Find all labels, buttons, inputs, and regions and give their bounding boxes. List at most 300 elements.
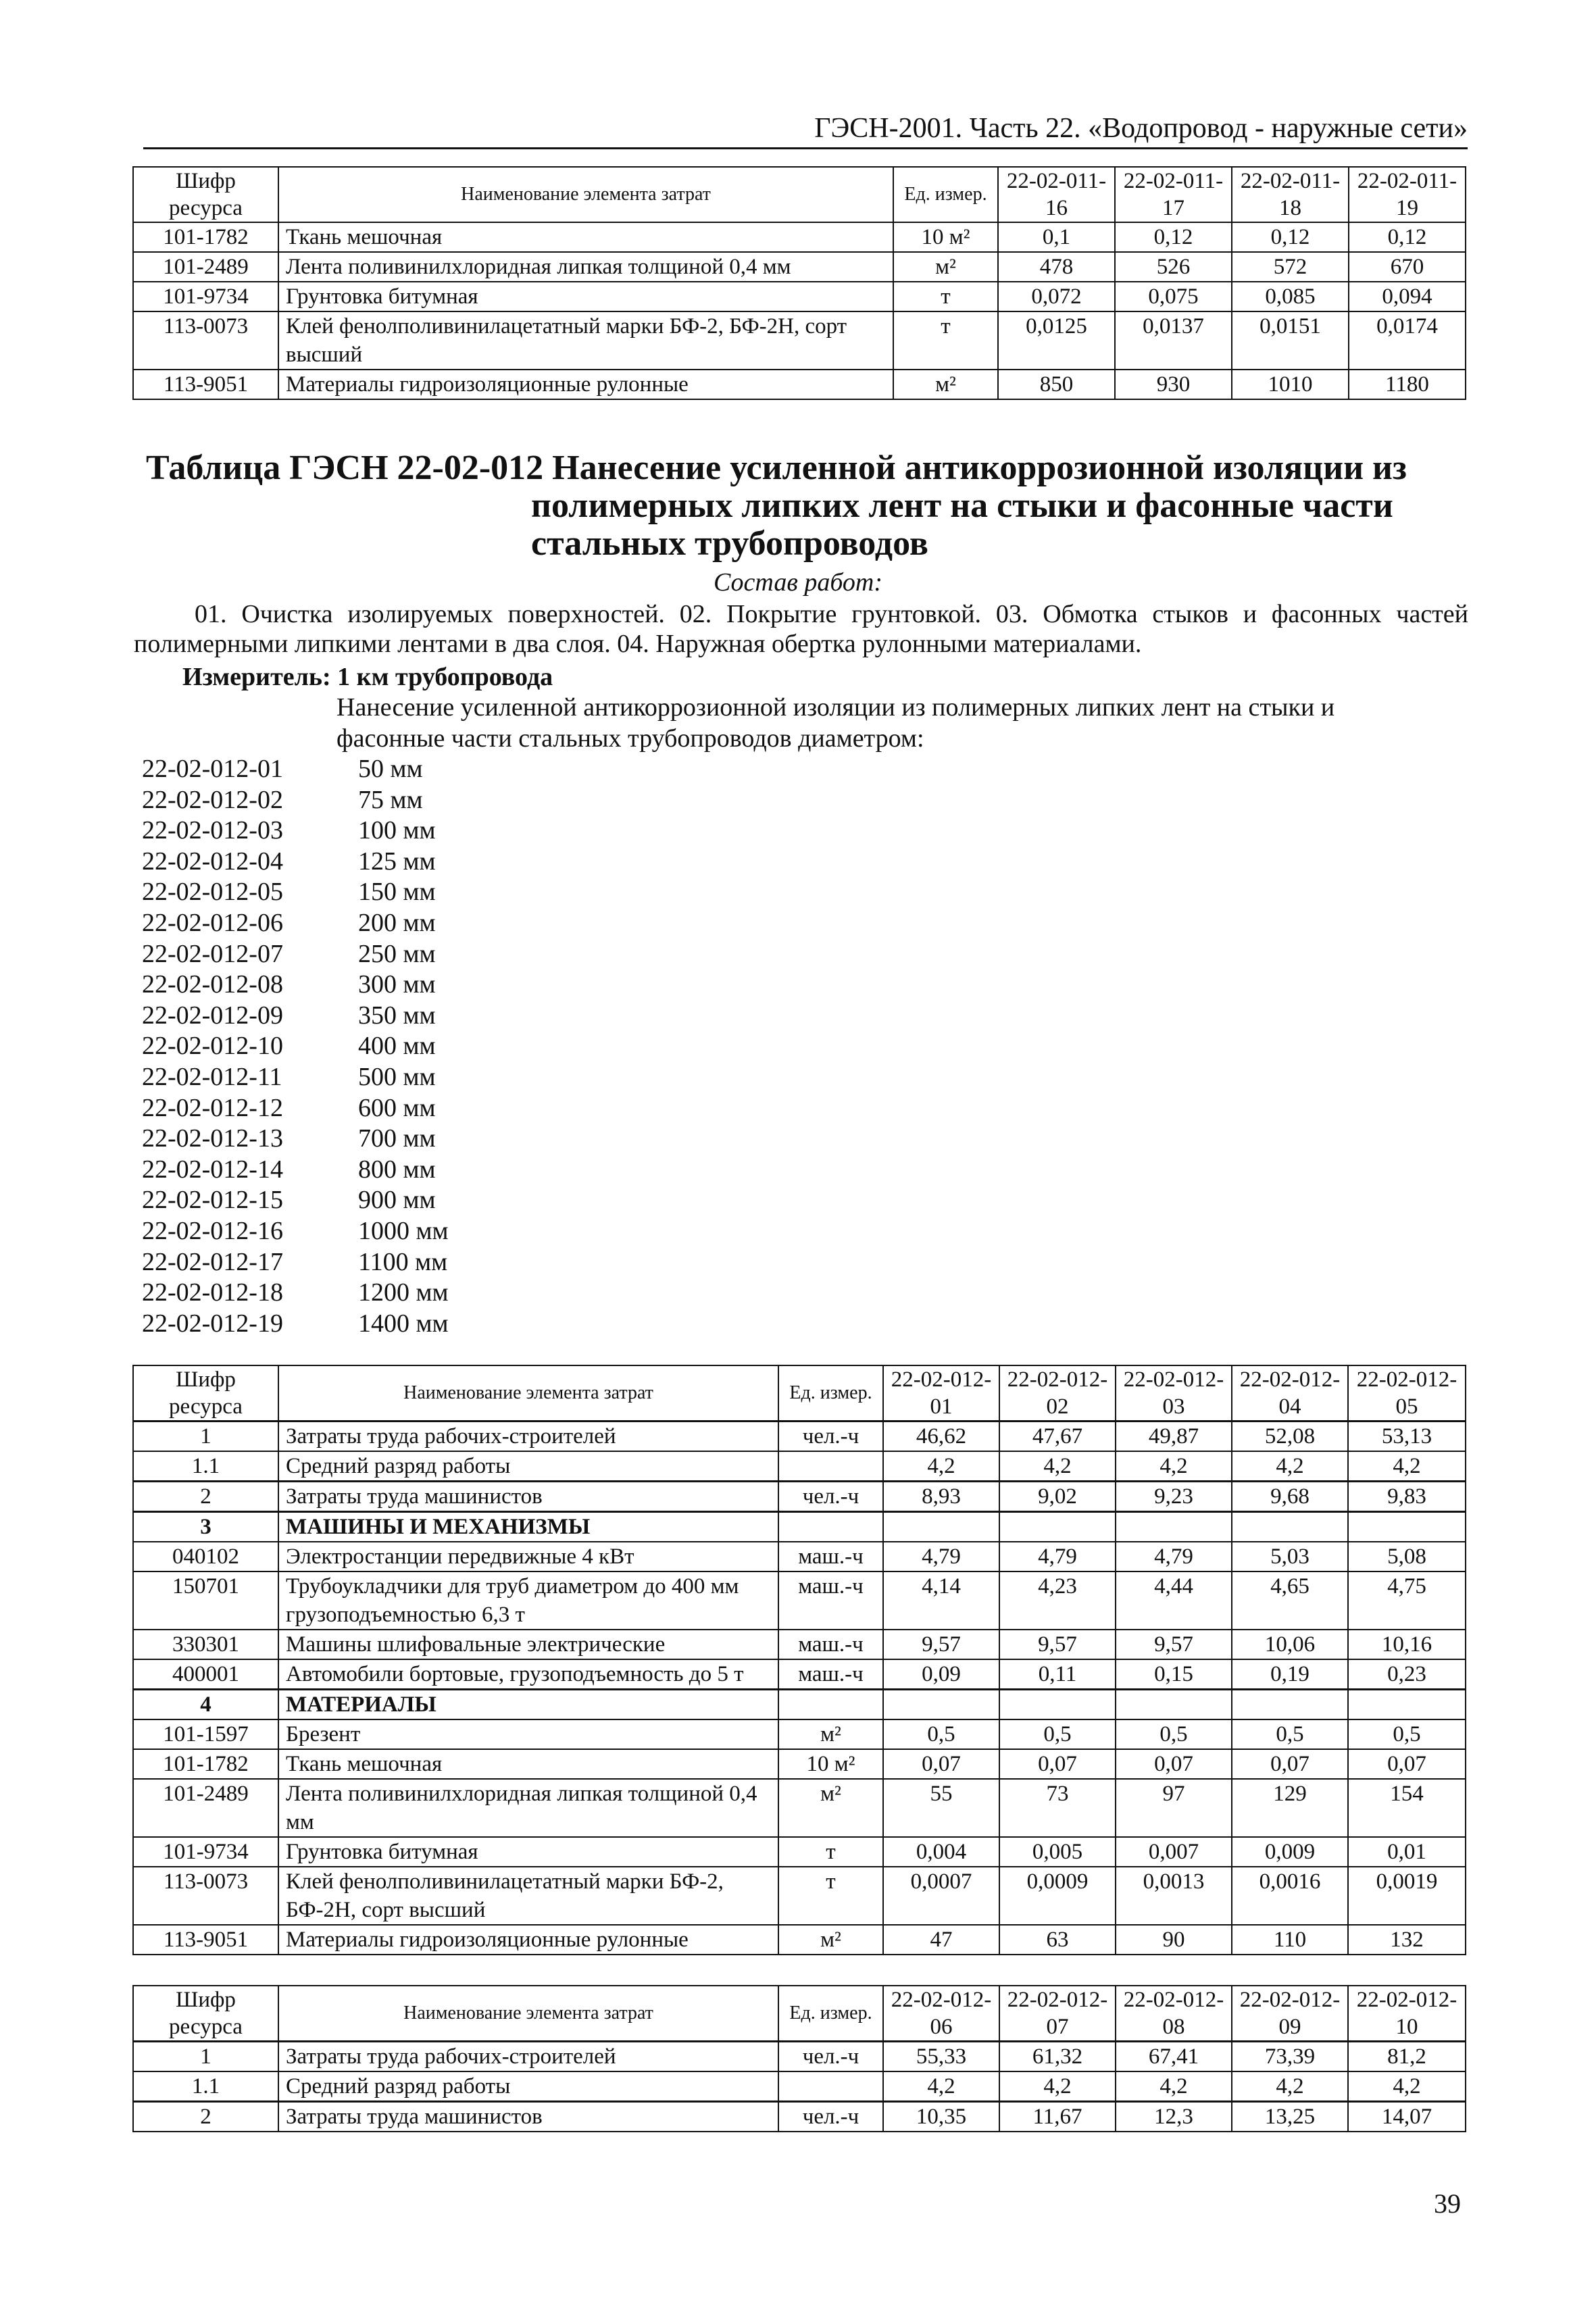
- cell-value: 0,0009: [999, 1867, 1116, 1925]
- cell-value: 4,79: [883, 1542, 999, 1571]
- cell-value: 0,09: [883, 1659, 999, 1690]
- cell-unit: [778, 2071, 883, 2102]
- cell-code: 040102: [133, 1542, 278, 1571]
- cell-name: Электростанции передвижные 4 кВт: [278, 1542, 778, 1571]
- cell-value: [1232, 1512, 1348, 1542]
- diameter-item: [142, 847, 449, 878]
- cell-value: 9,57: [883, 1630, 999, 1659]
- diameter-code: 22-02-012-10: [142, 1032, 283, 1061]
- cell-value: 4,2: [1232, 2071, 1348, 2102]
- cell-name: Ткань мешочная: [278, 222, 893, 252]
- header-unit: Ед. измер.: [893, 167, 998, 222]
- cell-code: 330301: [133, 1630, 278, 1659]
- cell-unit: маш.-ч: [778, 1571, 883, 1630]
- cell-value: 0,12: [1349, 222, 1466, 252]
- resource-table-012-a: [132, 1365, 1466, 1955]
- cell-name: Затраты труда машинистов: [278, 2102, 778, 2132]
- cell-value: 4,79: [1116, 1542, 1232, 1571]
- cell-value: 110: [1232, 1925, 1348, 1955]
- cell-unit: 10 м²: [893, 222, 998, 252]
- cell-value: 5,08: [1348, 1542, 1466, 1571]
- cell-code: 113-9051: [133, 370, 278, 399]
- header-row: [133, 1986, 1466, 2042]
- cell-value: 61,32: [999, 2042, 1116, 2072]
- cell-code: 101-9734: [133, 1837, 278, 1867]
- cell-value: 0,07: [1348, 1749, 1466, 1779]
- cell-code: 2: [133, 1482, 278, 1512]
- table-row: [133, 311, 1466, 370]
- cell-value: 4,14: [883, 1571, 999, 1630]
- table-row: [133, 1422, 1466, 1452]
- cell-value: 52,08: [1232, 1422, 1348, 1452]
- table-row: [133, 370, 1466, 399]
- cell-value: 478: [998, 252, 1115, 282]
- cell-value: [1116, 1690, 1232, 1720]
- cell-value: 0,009: [1232, 1837, 1348, 1867]
- cell-name: Средний разряд работы: [278, 1451, 778, 1482]
- cell-unit: [778, 1690, 883, 1720]
- cell-value: [883, 1512, 999, 1542]
- cell-value: 12,3: [1116, 2102, 1232, 2132]
- cell-value: 1010: [1232, 370, 1349, 399]
- cell-name: Затраты труда машинистов: [278, 1482, 778, 1512]
- table-row: [133, 1719, 1466, 1749]
- table-row: [133, 2071, 1466, 2102]
- cell-value: 0,5: [999, 1719, 1116, 1749]
- cell-name: Затраты труда рабочих-строителей: [278, 2042, 778, 2072]
- cell-value: 11,67: [999, 2102, 1116, 2132]
- header-code: Шифр ресурса: [133, 1365, 278, 1422]
- cell-name: Материалы гидроизоляционные рулонные: [278, 1925, 778, 1955]
- cell-value: 4,2: [1116, 2071, 1232, 2102]
- title-line-2: полимерных липких лент на стыки и фасонные части: [531, 486, 1393, 525]
- cell-code: 1: [133, 2042, 278, 2072]
- diameter-size: 75 мм: [358, 785, 423, 814]
- header-unit: Ед. измер.: [778, 1986, 883, 2042]
- cell-name: Лента поливинилхлоридная липкая толщиной 0,4 мм: [278, 1779, 778, 1837]
- diameter-size: 200 мм: [358, 908, 436, 937]
- cell-value: 5,03: [1232, 1542, 1348, 1571]
- cell-value: 4,2: [1348, 1451, 1466, 1482]
- cell-value: 4,75: [1348, 1571, 1466, 1630]
- cell-value: 49,87: [1116, 1422, 1232, 1452]
- cell-value: 0,072: [998, 282, 1115, 311]
- table-row: [133, 282, 1466, 311]
- cell-code: 150701: [133, 1571, 278, 1630]
- cell-unit: чел.-ч: [778, 2042, 883, 2072]
- cell-value: 0,12: [1232, 222, 1349, 252]
- diameter-item: [142, 1185, 449, 1216]
- cell-value: 4,2: [883, 2071, 999, 2102]
- cell-value: 47,67: [999, 1422, 1116, 1452]
- cell-name: Ткань мешочная: [278, 1749, 778, 1779]
- diameter-size: 250 мм: [358, 939, 436, 968]
- diameter-size: 1000 мм: [358, 1216, 449, 1245]
- table-row: [133, 1542, 1466, 1571]
- diameter-size: 700 мм: [358, 1124, 436, 1153]
- diameter-size: 800 мм: [358, 1155, 436, 1184]
- diameter-item: [142, 1309, 449, 1340]
- table-row: [133, 1482, 1466, 1512]
- cell-value: 0,07: [1116, 1749, 1232, 1779]
- diameter-size: 350 мм: [358, 1001, 436, 1030]
- cell-value: 0,0125: [998, 311, 1115, 370]
- diameter-code: 22-02-012-01: [142, 755, 283, 783]
- diameter-item: [142, 1062, 449, 1093]
- cell-value: 0,007: [1116, 1837, 1232, 1867]
- resource-table-012-b: [132, 1985, 1466, 2132]
- diameter-code: 22-02-012-03: [142, 816, 283, 845]
- cell-value: 0,19: [1232, 1659, 1348, 1690]
- diameter-code: 22-02-012-05: [142, 878, 283, 907]
- cell-unit: т: [778, 1867, 883, 1925]
- cell-value: 81,2: [1348, 2042, 1466, 2072]
- section-row: [133, 1690, 1466, 1720]
- cell-value: [1232, 1690, 1348, 1720]
- cell-unit: м²: [893, 252, 998, 282]
- cell-name: Лента поливинилхлоридная липкая толщиной 0,4 мм: [278, 252, 893, 282]
- cell-code: 1: [133, 1422, 278, 1452]
- cell-value: 0,0007: [883, 1867, 999, 1925]
- diameter-size: 50 мм: [358, 755, 423, 783]
- diameter-size: 1100 мм: [358, 1247, 448, 1276]
- cell-value: [1348, 1690, 1466, 1720]
- cell-value: 9,68: [1232, 1482, 1348, 1512]
- diameter-size: 150 мм: [358, 878, 436, 907]
- cell-unit: м²: [778, 1925, 883, 1955]
- table-title: [146, 449, 1407, 563]
- cell-code: 101-1782: [133, 222, 278, 252]
- diameter-size: 900 мм: [358, 1186, 436, 1215]
- cell-code: 101-2489: [133, 252, 278, 282]
- diameter-code: 22-02-012-08: [142, 970, 283, 999]
- cell-value: 4,2: [1232, 1451, 1348, 1482]
- header-name: Наименование элемента затрат: [278, 1365, 778, 1422]
- pricing-description: Нанесение усиленной антикоррозионной изоляции из полимерных липких лент на стыки и фасонные части стальных трубопроводов диаметром:: [336, 693, 1335, 753]
- header-column-code: 22-02-011-19: [1349, 167, 1466, 222]
- cell-value: [999, 1690, 1116, 1720]
- diameter-item: [142, 1216, 449, 1247]
- cell-value: 0,01: [1348, 1837, 1466, 1867]
- cell-value: 0,0151: [1232, 311, 1349, 370]
- diameter-item: [142, 1093, 449, 1124]
- diameter-item: [142, 1155, 449, 1186]
- header-column-code: 22-02-012-09: [1232, 1986, 1348, 2042]
- diameter-item: [142, 1001, 449, 1032]
- cell-value: 0,5: [883, 1719, 999, 1749]
- header-column-code: 22-02-012-02: [999, 1365, 1116, 1422]
- cell-value: 73: [999, 1779, 1116, 1837]
- diameter-code: 22-02-012-13: [142, 1124, 283, 1153]
- diameter-item: [142, 1278, 449, 1309]
- work-composition-text: [134, 599, 1468, 659]
- cell-unit: маш.-ч: [778, 1659, 883, 1690]
- diameter-item: [142, 939, 449, 970]
- cell-value: 4,44: [1116, 1571, 1232, 1630]
- table-row: [133, 1779, 1466, 1837]
- title-line-3: стальных трубопроводов: [531, 524, 928, 563]
- cell-unit: 10 м²: [778, 1749, 883, 1779]
- header-column-code: 22-02-012-04: [1232, 1365, 1348, 1422]
- cell-value: 55,33: [883, 2042, 999, 2072]
- table-row: [133, 2042, 1466, 2072]
- diameter-code-list: [142, 754, 449, 1339]
- header-row: [133, 167, 1466, 222]
- diameter-code: 22-02-012-15: [142, 1186, 283, 1215]
- diameter-code: 22-02-012-02: [142, 785, 283, 814]
- cell-unit: м²: [778, 1719, 883, 1749]
- cell-code: 2: [133, 2102, 278, 2132]
- cell-code: 1.1: [133, 1451, 278, 1482]
- diameter-item: [142, 1247, 449, 1278]
- header-column-code: 22-02-011-18: [1232, 167, 1349, 222]
- cell-value: 0,11: [999, 1659, 1116, 1690]
- diameter-item: [142, 785, 449, 816]
- cell-value: 97: [1116, 1779, 1232, 1837]
- diameter-code: 22-02-012-11: [142, 1062, 282, 1091]
- cell-value: 9,83: [1348, 1482, 1466, 1512]
- cell-value: 0,004: [883, 1837, 999, 1867]
- diameter-code: 22-02-012-07: [142, 939, 283, 968]
- cell-name: МАТЕРИАЛЫ: [278, 1690, 778, 1720]
- header-column-code: 22-02-012-07: [999, 1986, 1116, 2042]
- cell-unit: [778, 1451, 883, 1482]
- table-row: [133, 1749, 1466, 1779]
- cell-code: 400001: [133, 1659, 278, 1690]
- cell-name: Клей фенолполивинилацетатный марки БФ-2, БФ-2Н, сорт высший: [278, 1867, 778, 1925]
- cell-name: МАШИНЫ И МЕХАНИЗМЫ: [278, 1512, 778, 1542]
- cell-value: 55: [883, 1779, 999, 1837]
- cell-value: 0,005: [999, 1837, 1116, 1867]
- diameter-code: 22-02-012-14: [142, 1155, 283, 1184]
- measure-unit: Измеритель: 1 км трубопровода: [182, 663, 553, 691]
- cell-value: 46,62: [883, 1422, 999, 1452]
- header-column-code: 22-02-012-08: [1116, 1986, 1232, 2042]
- header-code: Шифр ресурса: [133, 167, 278, 222]
- cell-value: 8,93: [883, 1482, 999, 1512]
- header-column-code: 22-02-012-10: [1348, 1986, 1466, 2042]
- cell-value: 9,23: [1116, 1482, 1232, 1512]
- cell-code: 3: [133, 1512, 278, 1542]
- diameter-item: [142, 1031, 449, 1062]
- diameter-size: 1200 мм: [358, 1278, 449, 1307]
- diameter-code: 22-02-012-18: [142, 1278, 283, 1307]
- cell-code: 113-0073: [133, 1867, 278, 1925]
- header-name: Наименование элемента затрат: [278, 1986, 778, 2042]
- cell-value: 930: [1115, 370, 1232, 399]
- cell-value: 0,07: [883, 1749, 999, 1779]
- page-number: 39: [1434, 2188, 1461, 2219]
- table-row: [133, 1659, 1466, 1690]
- resource-table-011: [132, 166, 1466, 400]
- cell-value: 14,07: [1348, 2102, 1466, 2132]
- diameter-size: 500 мм: [358, 1062, 436, 1091]
- cell-value: 0,0013: [1116, 1867, 1232, 1925]
- cell-value: 0,075: [1115, 282, 1232, 311]
- cell-value: 90: [1116, 1925, 1232, 1955]
- header-name: Наименование элемента затрат: [278, 167, 893, 222]
- cell-name: Машины шлифовальные электрические: [278, 1630, 778, 1659]
- cell-unit: маш.-ч: [778, 1630, 883, 1659]
- cell-value: 850: [998, 370, 1115, 399]
- cell-value: 1180: [1349, 370, 1466, 399]
- diameter-item: [142, 877, 449, 908]
- cell-value: 4,2: [999, 2071, 1116, 2102]
- diameter-code: 22-02-012-19: [142, 1309, 283, 1338]
- cell-value: 0,5: [1116, 1719, 1232, 1749]
- cell-unit: м²: [778, 1779, 883, 1837]
- cell-value: 4,65: [1232, 1571, 1348, 1630]
- cell-unit: т: [893, 311, 998, 370]
- table-row: [133, 252, 1466, 282]
- diameter-size: 600 мм: [358, 1093, 436, 1122]
- cell-name: Брезент: [278, 1719, 778, 1749]
- cell-value: 0,15: [1116, 1659, 1232, 1690]
- cell-value: 10,06: [1232, 1630, 1348, 1659]
- diameter-item: [142, 754, 449, 785]
- cell-value: 4,2: [1348, 2071, 1466, 2102]
- cell-code: 101-1782: [133, 1749, 278, 1779]
- cell-value: 670: [1349, 252, 1466, 282]
- cell-value: 4,23: [999, 1571, 1116, 1630]
- cell-unit: т: [778, 1837, 883, 1867]
- diameter-size: 400 мм: [358, 1032, 436, 1061]
- header-column-code: 22-02-011-16: [998, 167, 1115, 222]
- cell-value: 4,2: [1116, 1451, 1232, 1482]
- cell-name: Автомобили бортовые, грузоподъемность до 5 т: [278, 1659, 778, 1690]
- diameter-item: [142, 815, 449, 847]
- cell-value: 9,57: [999, 1630, 1116, 1659]
- cell-value: 9,02: [999, 1482, 1116, 1512]
- cell-value: [999, 1512, 1116, 1542]
- cell-value: 0,5: [1348, 1719, 1466, 1749]
- cell-value: 0,0016: [1232, 1867, 1348, 1925]
- cell-value: 4,79: [999, 1542, 1116, 1571]
- cell-code: 101-1597: [133, 1719, 278, 1749]
- cell-name: Материалы гидроизоляционные рулонные: [278, 370, 893, 399]
- cell-code: 101-2489: [133, 1779, 278, 1837]
- diameter-item: [142, 908, 449, 939]
- cell-value: 73,39: [1232, 2042, 1348, 2072]
- header-column-code: 22-02-012-06: [883, 1986, 999, 2042]
- cell-value: 0,0174: [1349, 311, 1466, 370]
- cell-value: 0,12: [1115, 222, 1232, 252]
- table-row: [133, 222, 1466, 252]
- work-composition-heading: Состав работ:: [713, 568, 883, 597]
- cell-unit: чел.-ч: [778, 1482, 883, 1512]
- cell-unit: м²: [893, 370, 998, 399]
- cell-value: 0,07: [999, 1749, 1116, 1779]
- table-row: [133, 1451, 1466, 1482]
- cell-value: 0,23: [1348, 1659, 1466, 1690]
- table-row: [133, 1630, 1466, 1659]
- cell-value: 572: [1232, 252, 1349, 282]
- cell-code: 101-9734: [133, 282, 278, 311]
- diameter-code: 22-02-012-06: [142, 908, 283, 937]
- cell-value: 132: [1348, 1925, 1466, 1955]
- diameter-code: 22-02-012-04: [142, 847, 283, 876]
- header-column-code: 22-02-011-17: [1115, 167, 1232, 222]
- diameter-size: 300 мм: [358, 970, 436, 999]
- diameter-code: 22-02-012-17: [142, 1247, 283, 1276]
- table-row: [133, 2102, 1466, 2132]
- cell-value: 526: [1115, 252, 1232, 282]
- header-column-code: 22-02-012-01: [883, 1365, 999, 1422]
- cell-value: 0,07: [1232, 1749, 1348, 1779]
- cell-value: [883, 1690, 999, 1720]
- cell-unit: маш.-ч: [778, 1542, 883, 1571]
- cell-value: 4,2: [883, 1451, 999, 1482]
- table-row: [133, 1837, 1466, 1867]
- header-rule: [143, 147, 1468, 149]
- diameter-item: [142, 1124, 449, 1155]
- header-unit: Ед. измер.: [778, 1365, 883, 1422]
- cell-unit: т: [893, 282, 998, 311]
- cell-value: 67,41: [1116, 2042, 1232, 2072]
- cell-value: 10,16: [1348, 1630, 1466, 1659]
- cell-name: Грунтовка битумная: [278, 282, 893, 311]
- diameter-size: 100 мм: [358, 816, 436, 845]
- cell-value: 4,2: [999, 1451, 1116, 1482]
- cell-value: 129: [1232, 1779, 1348, 1837]
- header-column-code: 22-02-012-05: [1348, 1365, 1466, 1422]
- cell-value: 0,085: [1232, 282, 1349, 311]
- cell-name: Грунтовка битумная: [278, 1837, 778, 1867]
- table-row: [133, 1571, 1466, 1630]
- diameter-size: 125 мм: [358, 847, 436, 876]
- section-row: [133, 1512, 1466, 1542]
- cell-value: 63: [999, 1925, 1116, 1955]
- diameter-code: 22-02-012-16: [142, 1216, 283, 1245]
- diameter-code: 22-02-012-09: [142, 1001, 283, 1030]
- cell-value: 13,25: [1232, 2102, 1348, 2132]
- cell-unit: чел.-ч: [778, 2102, 883, 2132]
- header-row: [133, 1365, 1466, 1422]
- cell-value: 0,0137: [1115, 311, 1232, 370]
- title-line-1: Таблица ГЭСН 22-02-012 Нанесение усиленной антикоррозионной изоляции из: [146, 449, 1407, 487]
- diameter-size: 1400 мм: [358, 1309, 449, 1338]
- cell-unit: чел.-ч: [778, 1422, 883, 1452]
- table-row: [133, 1867, 1466, 1925]
- cell-name: Трубоукладчики для труб диаметром до 400 мм грузоподъемностью 6,3 т: [278, 1571, 778, 1630]
- table-row: [133, 1925, 1466, 1955]
- cell-code: 4: [133, 1690, 278, 1720]
- cell-value: 53,13: [1348, 1422, 1466, 1452]
- cell-value: [1116, 1512, 1232, 1542]
- diameter-code: 22-02-012-12: [142, 1093, 283, 1122]
- cell-value: 9,57: [1116, 1630, 1232, 1659]
- diameter-item: [142, 970, 449, 1001]
- cell-unit: [778, 1512, 883, 1542]
- cell-code: 113-0073: [133, 311, 278, 370]
- cell-value: 0,0019: [1348, 1867, 1466, 1925]
- cell-value: 10,35: [883, 2102, 999, 2132]
- cell-code: 113-9051: [133, 1925, 278, 1955]
- running-header: ГЭСН-2001. Часть 22. «Водопровод - наружные сети»: [814, 113, 1468, 144]
- cell-name: Средний разряд работы: [278, 2071, 778, 2102]
- cell-name: Затраты труда рабочих-строителей: [278, 1422, 778, 1452]
- cell-value: 47: [883, 1925, 999, 1955]
- cell-value: 0,5: [1232, 1719, 1348, 1749]
- header-column-code: 22-02-012-03: [1116, 1365, 1232, 1422]
- work-text: 01. Очистка изолируемых поверхностей. 02. Покрытие грунтовкой. 03. Обмотка стыков и фасонных частей полимерными липкими лентами в два слоя. 04. Наружная обертка рулонными материалами.: [134, 600, 1468, 658]
- header-code: Шифр ресурса: [133, 1986, 278, 2042]
- cell-name: Клей фенолполивинилацетатный марки БФ-2, БФ-2Н, сорт высший: [278, 311, 893, 370]
- cell-code: 1.1: [133, 2071, 278, 2102]
- cell-value: 154: [1348, 1779, 1466, 1837]
- cell-value: 0,1: [998, 222, 1115, 252]
- cell-value: 0,094: [1349, 282, 1466, 311]
